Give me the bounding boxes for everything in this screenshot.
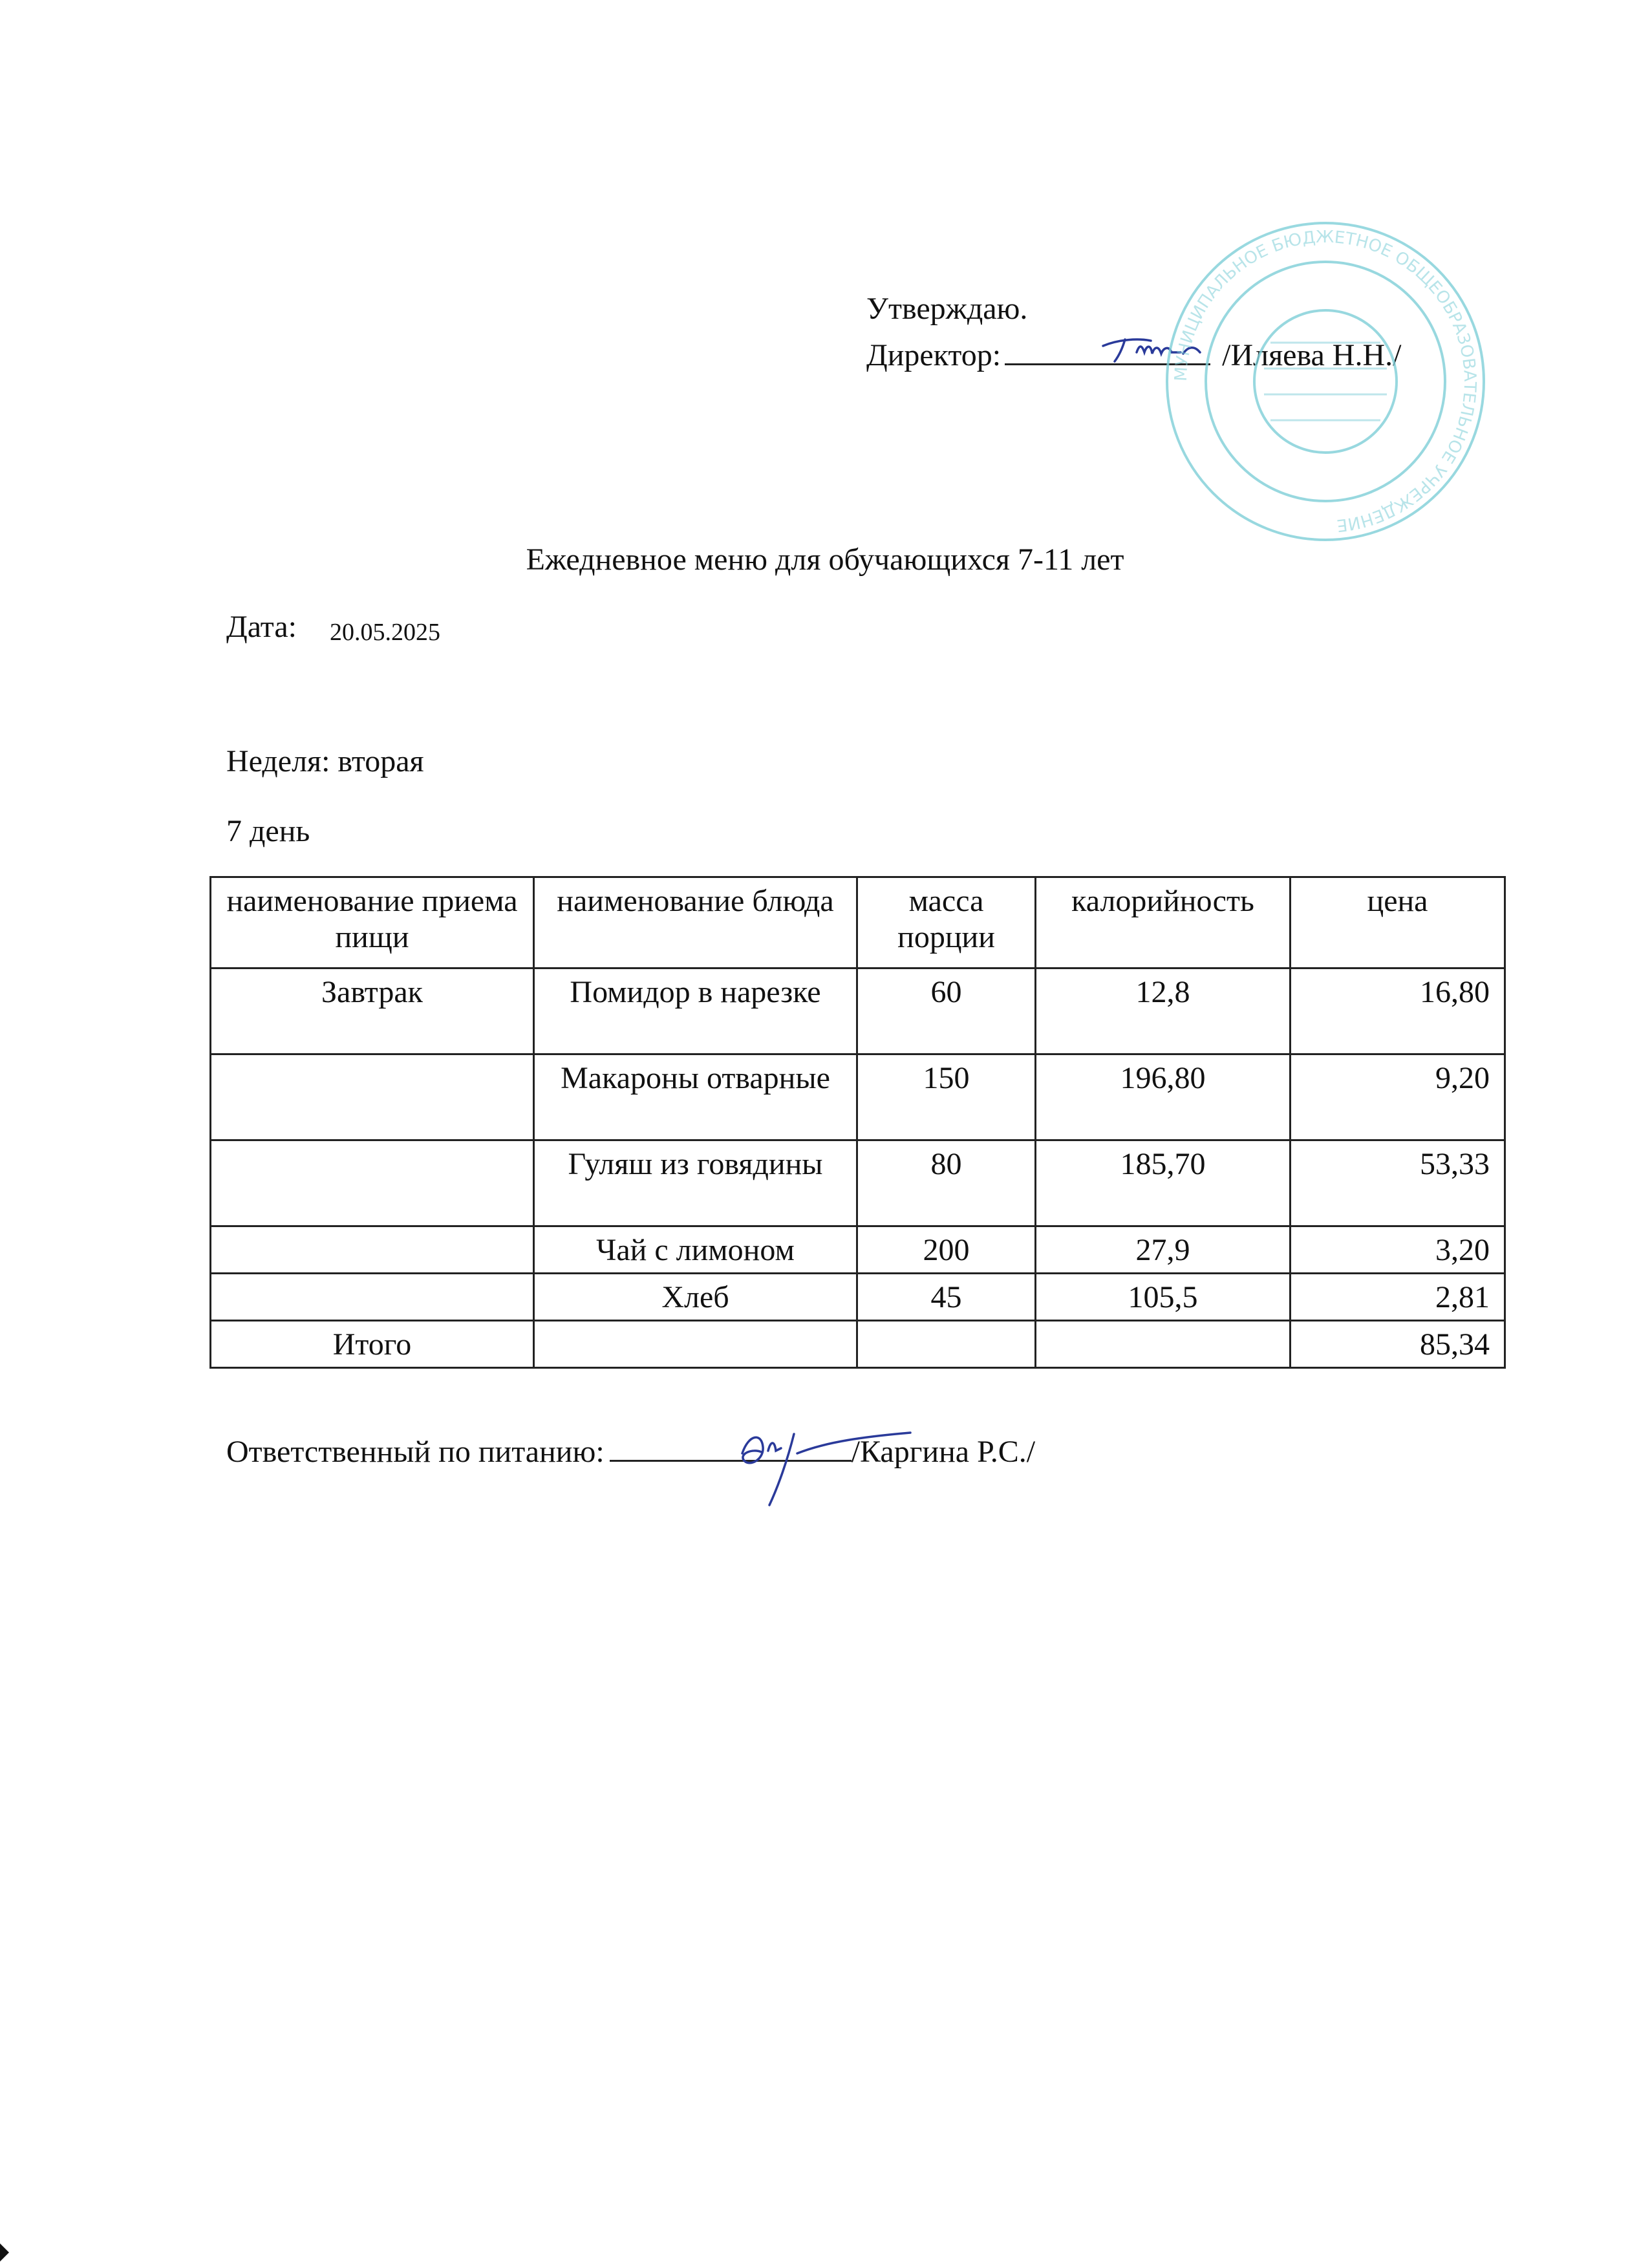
- cell-mass: 45: [857, 1274, 1036, 1321]
- cell-calories: 196,80: [1036, 1054, 1291, 1140]
- cell-dish: Гуляш из говядины: [534, 1140, 857, 1226]
- cell-meal: [211, 1054, 534, 1140]
- total-label: Итого: [211, 1321, 534, 1368]
- cell-price: 2,81: [1291, 1274, 1505, 1321]
- cell-price: 53,33: [1291, 1140, 1505, 1226]
- cell-meal: Завтрак: [211, 968, 534, 1054]
- total-dish: [534, 1321, 857, 1368]
- table-header-row: [211, 877, 1505, 968]
- responsible-line: [226, 1434, 1035, 1470]
- cell-calories: 12,8: [1036, 968, 1291, 1054]
- approval-title: Утверждаю.: [866, 292, 1028, 326]
- table-total-row: [211, 1321, 1505, 1368]
- responsible-name: /Каргина Р.С./: [851, 1435, 1036, 1469]
- cell-mass: 60: [857, 968, 1036, 1054]
- total-mass: [857, 1321, 1036, 1368]
- header-price: цена: [1291, 877, 1505, 968]
- document-title: Ежедневное меню для обучающихся 7-11 лет: [526, 542, 1124, 577]
- cell-calories: 27,9: [1036, 1226, 1291, 1274]
- director-name: /Иляева Н.Н./: [1222, 338, 1402, 372]
- cell-meal: [211, 1140, 534, 1226]
- date-label: Дата:: [226, 610, 297, 644]
- week-line: Неделя: вторая: [226, 744, 424, 778]
- cell-mass: 200: [857, 1226, 1036, 1274]
- institution-stamp: [1157, 213, 1494, 550]
- cell-price: 16,80: [1291, 968, 1505, 1054]
- header-calories: калорийность: [1036, 877, 1291, 968]
- table-row: [211, 1140, 1505, 1226]
- cell-dish: Хлеб: [534, 1274, 857, 1321]
- table-row: [211, 1274, 1505, 1321]
- cell-meal: [211, 1274, 534, 1321]
- cell-mass: 150: [857, 1054, 1036, 1140]
- scan-corner-mark: [0, 2243, 9, 2262]
- cell-mass: 80: [857, 1140, 1036, 1226]
- table-row: [211, 968, 1505, 1054]
- day-line: 7 день: [226, 814, 310, 848]
- menu-table: [209, 876, 1506, 1369]
- cell-calories: 185,70: [1036, 1140, 1291, 1226]
- header-dish: наименование блюда: [534, 877, 857, 968]
- date-value: 20.05.2025: [330, 619, 440, 646]
- stamp-ring-text: МУНИЦИПАЛЬНОЕ БЮДЖЕТНОЕ ОБЩЕОБРАЗОВАТЕЛЬНОЕ УЧРЕЖДЕНИЕ: [1171, 227, 1480, 535]
- table-row: [211, 1226, 1505, 1274]
- header-meal: наименование приема пищи: [211, 877, 534, 968]
- responsible-signature-line: [610, 1434, 852, 1462]
- responsible-label: Ответственный по питанию:: [226, 1435, 605, 1469]
- cell-calories: 105,5: [1036, 1274, 1291, 1321]
- cell-meal: [211, 1226, 534, 1274]
- table-row: [211, 1054, 1505, 1140]
- total-price: 85,34: [1291, 1321, 1505, 1368]
- cell-dish: Чай с лимоном: [534, 1226, 857, 1274]
- director-label: Директор:: [866, 338, 1002, 372]
- cell-price: 9,20: [1291, 1054, 1505, 1140]
- cell-dish: Макароны отварные: [534, 1054, 857, 1140]
- cell-dish: Помидор в нарезке: [534, 968, 857, 1054]
- header-mass: масса порции: [857, 877, 1036, 968]
- total-calories: [1036, 1321, 1291, 1368]
- cell-price: 3,20: [1291, 1226, 1505, 1274]
